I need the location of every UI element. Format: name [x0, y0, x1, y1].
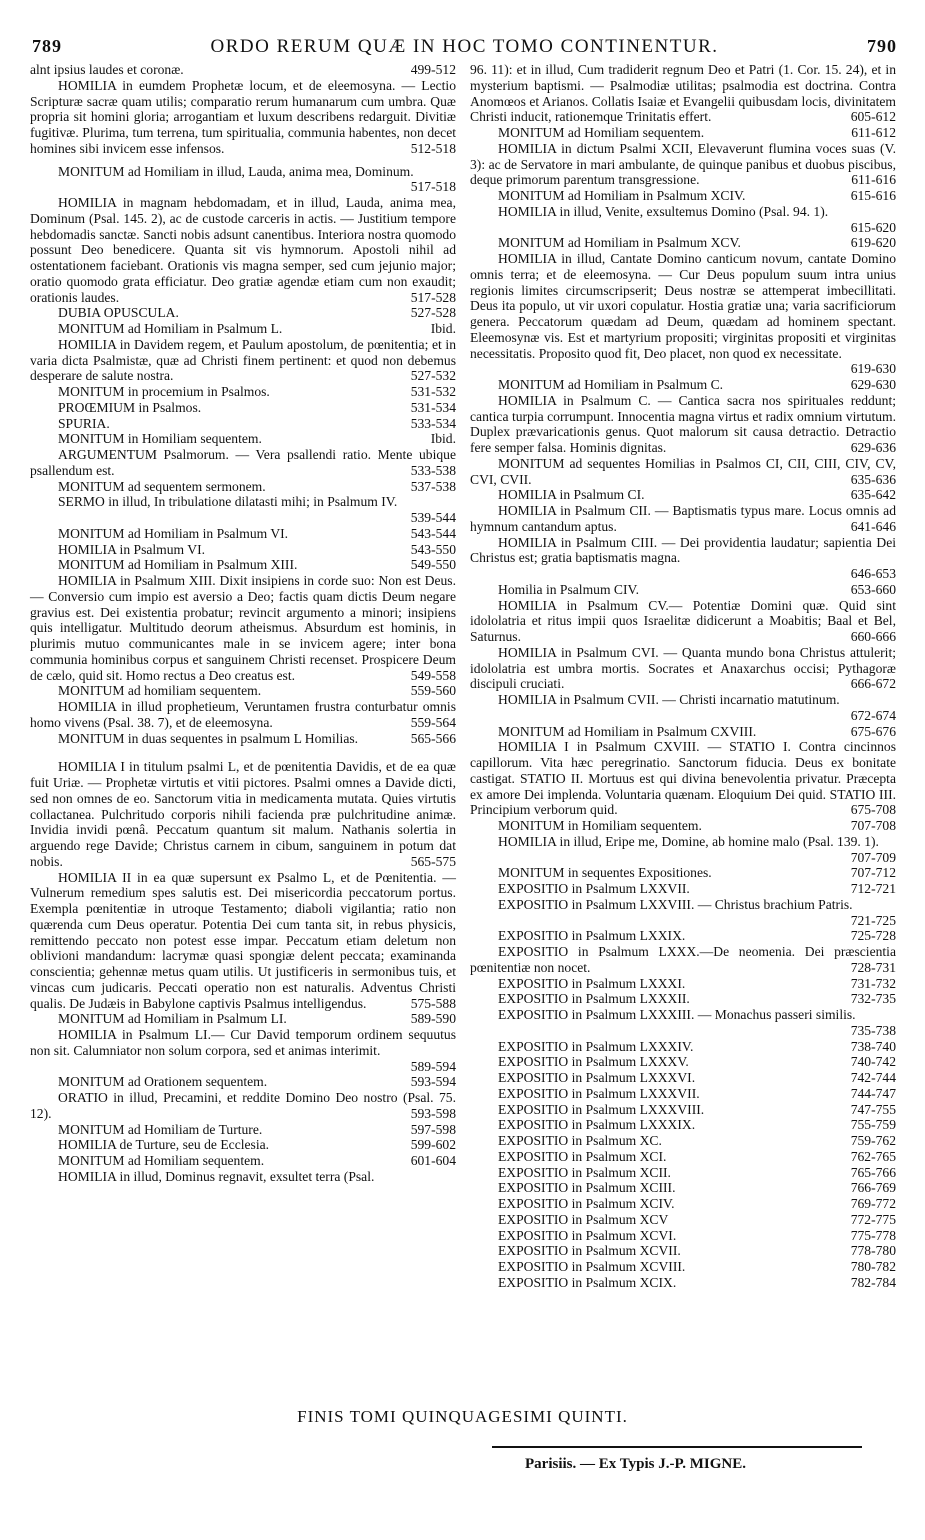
toc-entry [30, 1169, 456, 1185]
toc-entry-pages: 599-602 [410, 1137, 456, 1153]
toc-entry-text: EXPOSITIO in Psalmum LXXXIV. [498, 1038, 694, 1054]
toc-entry-text: EXPOSITIO in Psalmum LXXXI. [498, 975, 686, 991]
toc-entry-text: EXPOSITIO in Psalmum LXXXIII. — Monachus passeri similis. [498, 1007, 856, 1022]
toc-entry-pages: 740-742 [850, 1054, 896, 1070]
toc-entry [470, 818, 896, 834]
toc-entry-text: MONITUM ad Homiliam sequentem. [58, 1153, 265, 1168]
toc-entry-text: MONITUM in sequentes Expositiones. [498, 865, 712, 881]
toc-entry [30, 164, 456, 196]
toc-entry [470, 377, 896, 393]
toc-entry-pages: 666-672 [850, 676, 896, 692]
toc-entry-pages: 653-660 [850, 581, 896, 597]
left-column [30, 62, 456, 1185]
toc-entry-pages: 619-630 [850, 361, 896, 377]
toc-entry [30, 1122, 456, 1138]
toc-entry [470, 865, 896, 881]
toc-entry [470, 503, 896, 535]
toc-entry [470, 1275, 896, 1291]
toc-entry [470, 991, 896, 1007]
toc-entry-pages: 759-762 [850, 1133, 896, 1148]
toc-entry-text: HOMILIA in illud prophetieum, Veruntamen frustra conturbatur omnis homo vivens (Psal. 38. 7), et de eleemosyna. [30, 699, 456, 730]
toc-entry-text: EXPOSITIO in Psalmum LXXX.—De neomenia. Dei præscientia pœnitentiæ non nocet. [470, 944, 896, 975]
toc-entry-pages: Ibid. [430, 431, 456, 447]
toc-entry [470, 692, 896, 724]
toc-entry-text: HOMILIA in Psalmum CII. — Baptismatis typus mare. Locus omnis ad hymnum cantandum aptus. [470, 503, 896, 534]
toc-entry-text: MONITUM ad Homiliam in Psalmum C. [498, 377, 724, 392]
toc-entry-pages: 531-534 [410, 399, 456, 415]
toc-entry-text: 96. 11): et in illud, Cum tradiderit regnum Deo et Patri (1. Cor. 15. 24), et in mysterium baptismi. — Psalmodiæ utilitas; psalmodia est doctrina. Contra Anomœos et Arianos. Collatis Isaiæ et Evangelii quibusdam locis, divinitatem Christi inducit, rationemque Trinitatis effert. [470, 62, 896, 125]
toc-entry [470, 1228, 896, 1244]
toc-entry-pages: Ibid. [430, 321, 456, 336]
toc-entry [30, 683, 456, 699]
toc-entry-text: EXPOSITIO in Psalmum XCII. [498, 1164, 671, 1180]
toc-entry-text: HOMILIA in illud, Venite, exsultemus Domino (Psal. 94. 1). [498, 203, 829, 219]
toc-entry-pages: 593-598 [410, 1105, 456, 1121]
toc-entry-pages: 593-594 [410, 1074, 456, 1090]
toc-entry [470, 487, 896, 503]
toc-entry-text: MONITUM ad Homiliam sequentem. [498, 125, 705, 140]
toc-entry-text: MONITUM ad Homiliam in Psalmum XCV. [498, 235, 741, 251]
toc-entry-pages: 601-604 [410, 1153, 456, 1168]
toc-entry-pages: 605-612 [850, 109, 896, 125]
toc-entry-pages: 517-518 [410, 179, 456, 195]
toc-entry-text: HOMILIA in illud, Cantate Domino canticum novum, cantate Domino omnis terra; et de eleemosyna. — Cur Deus populum suum intra unius regionis limites circumscripserit; Deus nostræ se attemperat imbecillitati. Deus ita populo, ut vir uxori copulatur. Hostia gratiæ una; varia sacrificiorum genera. Peccatorum quædam ad Deum, quædam ad hominem spectant. Eleemosynæ vis. Est et martyrium propositi; virginitas propositi et virginitas necessitatis. Proposito quod fit, Deo placet, non quod ex necessitate. [470, 251, 896, 361]
toc-entry-pages: 766-769 [850, 1180, 896, 1196]
toc-entry-text: HOMILIA I in Psalmum CXVIII. — STATIO I. Contra cincinnos capillorum. Vita hæc peregrinatio. Sanctorum fiducia. Deus ex bonitate castigat. STATIO II. Mortuus est qui divina benevolentia privatur. Præcepta ex amore Dei implenda. Voluntaria quænam. Eloquium Dei quid. STATIO III. Principium verborum quid. [470, 739, 896, 818]
toc-entry [470, 1070, 896, 1086]
finis-line: FINIS TOMI QUINQUAGESIMI QUINTI. [297, 1407, 628, 1426]
page-header [32, 36, 897, 60]
toc-entry-pages: 615-616 [850, 188, 896, 203]
toc-entry-pages: 565-566 [410, 730, 456, 746]
toc-entry-text: MONITUM in Homiliam sequentem. [498, 818, 702, 833]
footer-rule [492, 1446, 862, 1448]
toc-entry-text: MONITUM ad Homiliam in Psalmum L. [58, 321, 283, 336]
toc-entry-pages: 611-612 [851, 125, 896, 140]
toc-entry [30, 731, 456, 747]
toc-entry [30, 1137, 456, 1153]
toc-entry-pages: 527-528 [410, 305, 456, 321]
toc-entry [30, 759, 456, 869]
toc-entry-text: EXPOSITIO in Psalmum LXXVIII. — Christus brachium Patris. [498, 896, 853, 912]
toc-entry [470, 1243, 896, 1259]
toc-entry-pages: 660-666 [850, 629, 896, 644]
toc-entry-pages: 635-642 [850, 487, 896, 503]
toc-entry [470, 1007, 896, 1039]
toc-entry [30, 573, 456, 683]
toc-entry-pages: 559-564 [410, 714, 456, 730]
toc-entry-text: EXPOSITIO in Psalmum LXXXIX. [498, 1117, 696, 1133]
toc-entry [30, 447, 456, 479]
toc-entry [470, 1259, 896, 1275]
toc-entry [30, 321, 456, 337]
right-column [470, 62, 896, 1291]
toc-entry-pages: 762-765 [850, 1148, 896, 1164]
toc-entry-pages: 543-550 [410, 541, 456, 557]
toc-entry [470, 976, 896, 992]
toc-entry-text: HOMILIA in Psalmum CVI. — Quanta mundo bona Christus attulerit; idololatria est umbra mortis. Socrates et Anaxarchus occisi; Pythagoræ discipuli cruciati. [470, 644, 896, 692]
toc-entry [30, 557, 456, 573]
toc-entry-pages: 731-732 [850, 975, 896, 991]
toc-entry-pages: 735-738 [850, 1022, 896, 1038]
toc-entry-pages: 672-674 [850, 707, 896, 723]
toc-entry [470, 141, 896, 188]
toc-entry-text: EXPOSITIO in Psalmum XC. [498, 1133, 662, 1148]
toc-entry-text: MONITUM in Homiliam sequentem. [58, 431, 262, 447]
toc-entry-pages: 589-594 [410, 1058, 456, 1074]
toc-entry [470, 598, 896, 645]
toc-entry [30, 337, 456, 384]
toc-entry-text: EXPOSITIO in Psalmum XCVIII. [498, 1259, 686, 1274]
toc-entry-pages: 728-731 [850, 959, 896, 975]
toc-entry-pages: 707-712 [850, 865, 896, 881]
toc-entry-pages: 543-544 [410, 525, 456, 541]
toc-entry-pages: 597-598 [410, 1121, 456, 1137]
toc-entry-text: EXPOSITIO in Psalmum LXXXVI. [498, 1070, 696, 1085]
toc-entry-pages: 712-721 [850, 881, 896, 896]
toc-entry-pages: 537-538 [410, 478, 456, 494]
toc-entry [470, 897, 896, 929]
toc-entry [470, 1054, 896, 1070]
toc-entry-text: MONITUM ad sequentem sermonem. [58, 478, 266, 494]
toc-entry-text: ARGUMENTUM Psalmorum. — Vera psallendi ratio. Mente ubique psallendum est. [30, 447, 456, 478]
toc-entry-pages: 499-512 [410, 62, 456, 77]
toc-entry-text: HOMILIA in Psalmum C. — Cantica sacra nos spirituales reddunt; cantica turpia corrumpunt. Innocentia magna virtus et radix omnium virtutum. Duplex prævaricationis genus. Quot malorum sit causa detractio. Detractio fere semper falsa. Hominis dignitas. [470, 392, 896, 455]
toc-entry [470, 251, 896, 377]
toc-entry-pages: 531-532 [410, 384, 456, 399]
toc-entry-text: HOMILIA in Psalmum XIII. Dixit insipiens in corde suo: Non est Deus. — Conversio cum impio est aversio a Deo; factis quam dictis Deum negare gravius est. Dei existentia probatur; revincit argumento a minori; insipiens quis intelligatur. Multitudo deorum atheismus. Absurdum est hominis, in plurimis mutuo communicantes male in se invicem agere; inter bona communia hominibus corpus et sanguinem Christi recenset. Prospicere Deum de cælo, quid sit. Homo rectus a Deo creatus est. [30, 573, 456, 683]
toc-entry [470, 235, 896, 251]
toc-entry-text: EXPOSITIO in Psalmum XCIV. [498, 1196, 675, 1211]
toc-entry-pages: 732-735 [850, 991, 896, 1007]
toc-entry-pages: 675-676 [850, 723, 896, 739]
toc-entry-pages: 512-518 [410, 140, 456, 156]
toc-entry [30, 62, 456, 78]
toc-entry-text: HOMILIA in Davidem regem, et Paulum apostolum, de pœnitentia; et in varia dicta Psalmistæ, quæ ad Christi finem pertinent: et quod non debemus desperare de salute nostra. [30, 336, 456, 384]
toc-entry [470, 645, 896, 692]
toc-entry-text: HOMILIA II in ea quæ supersunt ex Psalmo L, et de Pœnitentia. — Vulnerum remedium spes salutis est. Dei misericordia peccatorum portus. Exempla pœnitentiæ in utroque Testamento; diaboli vigilantia; ratio non quærenda cum Deus operatur. Potentia Dei cum tanta sit, in rebus physicis, remittendo peccato non potest esse impar. Peccatum etiam deletum non oblivioni mandandum: lacrymæ quasi spongiæ delent peccata; examinanda conscientia; gehennæ metus quam utilis. Ut justificeris in sermonibus tuis, et vincas cum judicaris. Peccati operatio non est naturalis. Adventus Christi qualis. De Judæis in Babylone captivis Psalmus intelligendus. [30, 869, 456, 1011]
toc-entry-pages: 533-534 [410, 415, 456, 431]
toc-entry-text: MONITUM ad sequentes Homilias in Psalmos CI, CII, CIII, CIV, CV, CVI, CVII. [470, 455, 896, 487]
toc-entry-text: MONITUM in procemium in Psalmos. [58, 384, 270, 399]
toc-entry-pages: 549-558 [410, 667, 456, 683]
toc-entry-text: ORATIO in illud, Precamini, et reddite Domino Deo nostro (Psal. 75. 12). [30, 1090, 456, 1121]
printer-imprint: Parisiis. — Ex Typis J.-P. MIGNE. [525, 1456, 747, 1472]
toc-entry [30, 195, 456, 305]
toc-entry-text: SPURIA. [58, 415, 110, 431]
toc-entry [30, 400, 456, 416]
toc-entry-text: MONITUM ad Homiliam de Turture. [58, 1121, 263, 1137]
toc-entry-pages: 765-766 [850, 1164, 896, 1180]
toc-entry [470, 188, 896, 204]
toc-entry-text: EXPOSITIO in Psalmum LXXVII. [498, 881, 690, 896]
toc-entry-text: MONITUM ad Homiliam in Psalmum LI. [58, 1011, 287, 1027]
toc-entry-text: EXPOSITIO in Psalmum LXXXV. [498, 1054, 689, 1070]
toc-entry [470, 456, 896, 488]
toc-entry-text: MONITUM ad Homiliam in Psalmum XIII. [58, 557, 298, 573]
toc-entry-pages: 725-728 [850, 928, 896, 944]
toc-entry-text: MONITUM in duas sequentes in psalmum L Homilias. [58, 730, 359, 746]
toc-entry-text: HOMILIA in Psalmum CIII. — Dei providentia laudatur; sapientia Dei Christus est; gratia baptismatis magna. [470, 534, 896, 566]
toc-entry-text: Homilia in Psalmum CIV. [498, 581, 639, 597]
toc-entry [470, 1133, 896, 1149]
toc-entry-pages: 646-653 [850, 566, 896, 581]
toc-entry-text: EXPOSITIO in Psalmum LXXIX. [498, 928, 686, 944]
toc-entry-text: HOMILIA in Psalmum CVII. — Christi incarnatio matutinum. [498, 692, 840, 707]
toc-entry [470, 881, 896, 897]
toc-entry [30, 1153, 456, 1169]
toc-entry [470, 1039, 896, 1055]
toc-entry-text: EXPOSITIO in Psalmum XCIX. [498, 1274, 677, 1290]
toc-entry [470, 125, 896, 141]
toc-entry-pages: 527-532 [410, 368, 456, 384]
toc-entry [30, 416, 456, 432]
toc-entry [470, 62, 896, 125]
toc-entry [470, 1102, 896, 1118]
toc-entry-text: HOMILIA in illud, Eripe me, Domine, ab homine malo (Psal. 139. 1). [498, 833, 879, 849]
toc-entry-text: EXPOSITIO in Psalmum XCVI. [498, 1227, 677, 1243]
toc-entry-text: DUBIA OPUSCULA. [58, 305, 179, 321]
toc-entry [30, 494, 456, 526]
toc-entry-pages: 778-780 [850, 1243, 896, 1259]
toc-entry-text: EXPOSITIO in Psalmum XCIII. [498, 1180, 676, 1196]
toc-entry-pages: 575-588 [410, 995, 456, 1011]
toc-entry-pages: 533-538 [410, 462, 456, 478]
toc-entry-pages: 755-759 [850, 1117, 896, 1133]
toc-entry [30, 1011, 456, 1027]
toc-entry [470, 535, 896, 582]
toc-entry-pages: 780-782 [850, 1259, 896, 1274]
toc-entry-pages: 619-620 [850, 235, 896, 251]
toc-entry-text: EXPOSITIO in Psalmum XCI. [498, 1148, 667, 1164]
toc-entry [470, 204, 896, 236]
toc-entry-text: EXPOSITIO in Psalmum LXXXII. [498, 991, 690, 1007]
toc-entry-text: HOMILIA in magnam hebdomadam, et in illud, Lauda, anima mea, Dominum (Psal. 145. 2), ac de custode carceris in actis. — Justitium tempore hebdomadis sanctæ. Sancti nobis adsunt canentibus. Interiora nostra quomodo possunt Deo benedicere. Quanta sit vis hymnorum. Apostoli nihil ad ostentationem faciebant. Orationis vis magna semper, sed cum jejunio major; oratio quomodo grata efficiatur. Deo gratiæ agendæ etiam cum non exaudit; orationis laudes. [30, 195, 456, 305]
toc-entry-pages: 707-709 [850, 849, 896, 865]
toc-entry-pages: 629-636 [850, 440, 896, 455]
toc-entry [470, 944, 896, 976]
running-title: ORDO RERUM QUÆ IN HOC TOMO CONTINENTUR. [210, 36, 719, 57]
toc-entry-pages: 744-747 [850, 1085, 896, 1101]
toc-entry-pages: 635-636 [850, 471, 896, 487]
toc-entry-text: MONITUM ad Homiliam in Psalmum VI. [58, 525, 289, 541]
toc-entry-text: MONITUM ad homiliam sequentem. [58, 683, 262, 699]
toc-entry-pages: 707-708 [850, 818, 896, 833]
toc-entry-pages: 611-616 [851, 172, 896, 188]
toc-entry [30, 78, 456, 157]
toc-entry-pages: 769-772 [850, 1196, 896, 1211]
toc-entry-pages: 615-620 [850, 219, 896, 235]
toc-entry-text: HOMILIA in Psalmum CV.— Potentiæ Domini quæ. Quid sint idololatria et ritus impii quos Israelitæ didicerunt a Moabitis; Baal et Bel, Saturnus. [470, 597, 896, 644]
toc-entry-pages: 747-755 [850, 1101, 896, 1117]
toc-entry-pages: 742-744 [850, 1070, 896, 1085]
toc-entry [470, 1086, 896, 1102]
toc-entry [470, 834, 896, 866]
toc-entry [470, 1149, 896, 1165]
toc-entry [30, 305, 456, 321]
toc-entry [30, 1027, 456, 1074]
toc-entry-pages: 629-630 [850, 377, 896, 392]
toc-entry [30, 1074, 456, 1090]
toc-entry [30, 542, 456, 558]
toc-entry [470, 739, 896, 818]
toc-entry [30, 526, 456, 542]
toc-entry-pages: 589-590 [410, 1011, 456, 1027]
toc-entry-text: HOMILIA in illud, Dominus regnavit, exsultet terra (Psal. [58, 1168, 375, 1184]
toc-entry-pages: 721-725 [850, 912, 896, 928]
toc-entry-pages: 517-528 [410, 289, 456, 305]
toc-entry [470, 1180, 896, 1196]
toc-entry-text: HOMILIA de Turture, seu de Ecclesia. [58, 1137, 270, 1153]
toc-entry-pages: 772-775 [850, 1211, 896, 1227]
toc-entry-text: EXPOSITIO in Psalmum LXXXVIII. [498, 1101, 705, 1117]
page-number-right: 790 [867, 36, 897, 56]
toc-entry-text: alnt ipsius laudes et coronæ. [30, 62, 184, 77]
page-number-left: 789 [32, 36, 62, 56]
toc-entry [30, 699, 456, 731]
toc-entry [470, 1117, 896, 1133]
toc-entry-text: MONITUM ad Homiliam in illud, Lauda, anima mea, Dominum. [58, 163, 414, 179]
toc-entry-pages: 675-708 [850, 802, 896, 818]
toc-entry [470, 1165, 896, 1181]
toc-entry-pages: 559-560 [410, 683, 456, 699]
toc-entry-text: HOMILIA in Psalmum CI. [498, 487, 645, 503]
toc-entry-pages: 738-740 [850, 1038, 896, 1054]
toc-entry-text: MONITUM ad Homiliam in Psalmum XCIV. [498, 188, 746, 203]
toc-entry [30, 479, 456, 495]
toc-entry [470, 1212, 896, 1228]
toc-entry [30, 1090, 456, 1122]
toc-entry-text: EXPOSITIO in Psalmum XCV [498, 1211, 669, 1227]
toc-entry-text: PROŒMIUM in Psalmos. [58, 399, 202, 415]
toc-entry-text: HOMILIA in eumdem Prophetæ locum, et de eleemosyna. — Lectio Scripturæ sacræ quam utilis; comparatio rerum humanarum cum umbra. Quæ propria sit homini gloria; arrogantiam et luxum describens redarguit. Divitiæ fugitivæ. Plurima, tum terrena, tum spiritualia, communia habentes, non decet homines sibi invicem esse infensos. [30, 77, 456, 156]
toc-entry-pages: 775-778 [850, 1227, 896, 1243]
toc-entry [470, 582, 896, 598]
toc-entry [470, 724, 896, 740]
toc-entry-pages: 539-544 [410, 510, 456, 525]
toc-entry [470, 393, 896, 456]
toc-entry-text: SERMO in illud, In tribulatione dilatasti mihi; in Psalmum IV. [58, 494, 398, 510]
toc-entry-text: HOMILIA I in titulum psalmi L, et de pœnitentia Davidis, et de ea quæ fuit Uriæ. — Prophetæ virtutis et vitii pictores. Psalmi omnes a Davide dicti, sed non omnes de eo. Sanctorum vitia in medicamenta mutata. Quies virtutis collactanea. Pulchritudo corporis nihili facienda præ pulchritudine animæ. Invidia invidi pœnâ. Peccatum quantum sit malum. Nathanis solertia in arguendo rege Davide; Christus carnem in cibum, sanguinem in potum dat nobis. [30, 759, 456, 869]
toc-entry-text: MONITUM ad Orationem sequentem. [58, 1074, 268, 1090]
toc-entry-text: HOMILIA in dictum Psalmi XCII, Elevaverunt flumina voces suas (V. 3): ac de Servatore in mari ambulante, de quinque panibus et duobus piscibus, deque primorum parentum transgressione. [470, 140, 896, 188]
toc-entry-text: EXPOSITIO in Psalmum LXXXVII. [498, 1085, 700, 1101]
toc-entry-pages: 641-646 [850, 518, 896, 534]
toc-entry-pages: 782-784 [850, 1274, 896, 1290]
toc-entry [30, 384, 456, 400]
toc-entry-text: HOMILIA in Psalmum VI. [58, 541, 206, 557]
toc-entry-pages: 565-575 [410, 853, 456, 869]
toc-entry-pages: 549-550 [410, 557, 456, 573]
toc-entry-text: EXPOSITIO in Psalmum XCVII. [498, 1243, 681, 1259]
toc-entry-text: MONITUM ad Homiliam in Psalmum CXVIII. [498, 723, 757, 739]
toc-entry [470, 1196, 896, 1212]
toc-entry-text: HOMILIA in Psalmum LI.— Cur David temporum ordinem sequutus non sit. Calumniator non solum corpora, sed et animas interimit. [30, 1027, 456, 1058]
toc-entry [30, 870, 456, 1012]
toc-entry [30, 431, 456, 447]
toc-entry [470, 928, 896, 944]
